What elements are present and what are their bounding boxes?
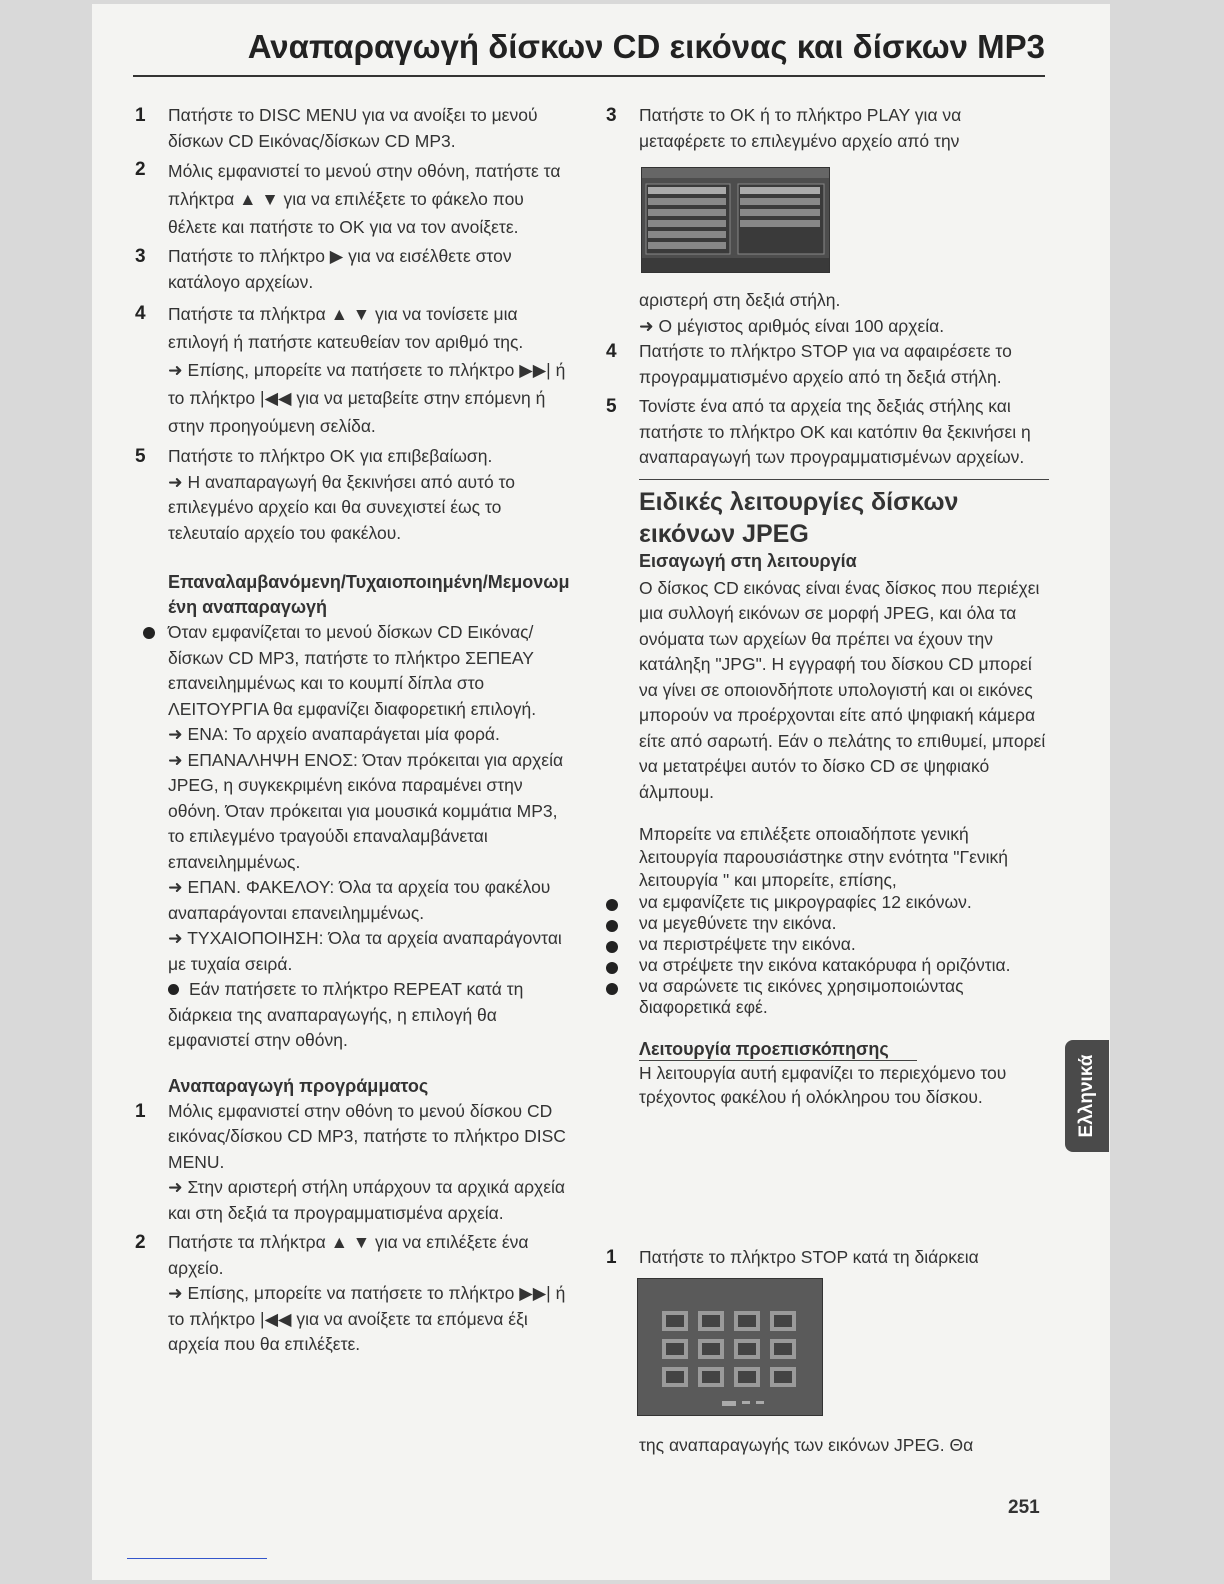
step-text: Πατήστε το πλήκτρο STOP κατά τη διάρκεια [639, 1247, 979, 1267]
step-number: 5 [606, 396, 617, 417]
option-text: ΕΝΑ: Το αρχείο αναπαράγεται μία φορά. [187, 724, 500, 744]
repeat-heading: Επαναλαμβανόμενη/Τυχαιοποιημένη/Μεμονωμένη αναπαραγωγή [168, 572, 570, 617]
program-menu-screenshot [641, 167, 830, 273]
arrow-icon: ➜ [168, 928, 188, 948]
step-text: Πατήστε το πλήκτρο OK για επιβεβαίωση. [168, 446, 493, 466]
preview-heading: Λειτουργία προεπισκόπησης [639, 1038, 917, 1061]
menu-screenshot-image [642, 168, 829, 272]
preview-step-1-cont: της αναπαραγωγής των εικόνων JPEG. Θα [639, 1435, 974, 1455]
option-text: ΕΠΑΝ. ΦΑΚΕΛΟΥ: Όλα τα αρχεία του φακέλου αναπαράγονται επανειλημμένως. [168, 877, 551, 923]
preview-step [606, 1245, 1046, 1271]
repeat-option-3 [135, 875, 575, 926]
step-text: Πατήστε το πλήκτρο ▶ για να εισέλθετε στον κατάλογο αρχείων. [168, 246, 512, 292]
bullet-text: Όταν εμφανίζεται το μενού δίσκων CD Εικόνας/δίσκων CD MP3, πατήστε το πλήκτρο ΣΕΠΕΑΥ επανειλημμένως και το κουμπί δίπλα στο ΛΕΙΤΟΥΡΓΙΑ θα εμφανίζει διαφορετική επιλογή. [168, 622, 537, 719]
step-text: Πατήστε τα πλήκτρα ▲ ▼ για να τονίσετε μια επιλογή ή πατήστε κατευθείαν τον αριθμό της. [168, 304, 524, 352]
repeat-option-4 [135, 926, 575, 977]
language-tab-label: Ελληνικά [1076, 1054, 1097, 1138]
section-rule [639, 479, 1049, 480]
arrow-icon: ➜ [168, 1283, 188, 1303]
title-rule [133, 75, 1045, 77]
note-text: Ο μέγιστος αριθμός είναι 100 αρχεία. [658, 315, 945, 336]
repeat-option-2 [135, 748, 575, 876]
step-number: 1 [135, 1100, 146, 1122]
repeat-bullet [135, 620, 575, 722]
bullet-text: να στρέψετε την εικόνα κατακόρυφα ή οριζόντια. [639, 955, 1011, 975]
bullet-icon [143, 627, 155, 639]
arrow-icon: ➜ [168, 360, 188, 380]
step-1 [135, 103, 575, 154]
note-text: Επίσης, μπορείτε να πατήσετε το πλήκτρο ▶▶| ή το πλήκτρο |◀◀ για να μεταβείτε στην επόμενη ή στην προηγούμενη σελίδα. [168, 360, 566, 436]
program-heading: Αναπαραγωγή προγράμματος [168, 1075, 429, 1096]
feature-bullet-3 [606, 934, 1046, 955]
step-number: 5 [135, 446, 146, 467]
bullet-icon [606, 983, 618, 995]
step-4 [135, 300, 575, 356]
option-text: ΤΥΧΑΙΟΠΟΙΗΣΗ: Όλα τα αρχεία αναπαράγονται με τυχαία σειρά. [168, 928, 562, 974]
bullet-text: να σαρώνετε τις εικόνες χρησιμοποιώντας διαφορετικά εφέ. [639, 976, 964, 1017]
arrow-icon: ➜ [168, 877, 188, 897]
step-number: 4 [606, 341, 617, 362]
option-text: ΕΠΑΝΑΛΗΨΗ ΕΝΟΣ: Όταν πρόκειται για αρχεία JPEG, η συγκεκριμένη εικόνα παραμένει στην οθόνη. Όταν πρόκειται για μουσικά κομμάτια MP3, το επιλεγμένο τραγούδι επαναλαμβάνεται επανειλημμένως. [168, 749, 564, 872]
right-step-3 [606, 103, 1046, 154]
bullet-icon [606, 920, 618, 932]
bullet-icon [606, 962, 618, 974]
right-column [606, 288, 1046, 1109]
repeat-option-1 [135, 722, 575, 748]
bottom-rule [127, 1558, 267, 1559]
step-4-note [135, 356, 575, 440]
step-number: 1 [135, 105, 146, 126]
feature-bullet-1 [606, 892, 1046, 913]
right-step-3-cont: αριστερή στη δεξιά στήλη. [639, 290, 841, 310]
step-2 [135, 157, 575, 241]
step-5 [135, 444, 575, 470]
step-number: 2 [135, 1232, 146, 1253]
language-tab [1065, 1040, 1109, 1152]
repeat-note [135, 977, 575, 1054]
thumbnail-screenshot [637, 1278, 823, 1416]
step-3 [135, 244, 575, 295]
bullet-text: να εμφανίζετε τις μικρογραφίες 12 εικόνων. [639, 892, 972, 912]
step-text: Πατήστε τα πλήκτρα ▲ ▼ για να επιλέξετε ένα αρχείο. [168, 1232, 529, 1278]
page-title: Αναπαραγωγή δίσκων CD εικόνας και δίσκων MP3 [247, 28, 1045, 65]
note-text: Εάν πατήσετε το πλήκτρο REPEAT κατά τη διάρκεια της αναπαραγωγής, η επιλογή θα εμφανιστεί στην οθόνη. [168, 979, 524, 1050]
bullet-text: να περιστρέψετε την εικόνα. [639, 934, 856, 954]
step-number: 4 [135, 303, 146, 324]
intro-text-2: Μπορείτε να επιλέξετε οποιαδήποτε γενική λειτουργία παρουσιάστηκε στην ενότητα "Γενική λειτουργία " και μπορείτε, επίσης, [639, 824, 1009, 890]
bullet-icon [168, 984, 179, 995]
step-text: Πατήστε το OK ή το πλήκτρο PLAY για να μεταφέρετε το επιλεγμένο αρχείο από την [639, 105, 962, 151]
preview-text: Η λειτουργία αυτή εμφανίζει το περιεχόμενο του τρέχοντος φακέλου ή ολόκληρου του δίσκου. [639, 1063, 1007, 1107]
bullet-text: να μεγεθύνετε την εικόνα. [639, 913, 837, 933]
right-step-3-note [606, 314, 1046, 340]
feature-bullet-5 [606, 976, 1046, 1018]
arrow-icon: ➜ [639, 315, 659, 336]
step-text: Μόλις εμφανιστεί στην οθόνη το μενού δίσκου CD εικόνας/δίσκου CD MP3, πατήστε το πλήκτρο DISC MENU. [168, 1100, 566, 1172]
arrow-icon: ➜ [168, 1177, 188, 1197]
program-step-2 [135, 1230, 575, 1281]
step-text: Μόλις εμφανιστεί το μενού στην οθόνη, πατήστε τα πλήκτρα ▲ ▼ για να επιλέξετε το φάκελο που θέλετε και πατήστε το OK για να τον ανοίξετε. [168, 161, 561, 237]
step-number: 2 [135, 159, 146, 180]
feature-bullet-4 [606, 955, 1046, 976]
step-text: Τονίστε ένα από τα αρχεία της δεξιάς στήλης και πατήστε το πλήκτρο OK και κατόπιν θα ξεκινήσει η αναπαραγωγή των προγραμματισμένων αρχείων. [639, 396, 1031, 467]
feature-bullet-2 [606, 913, 1046, 934]
right-step-5 [606, 394, 1046, 471]
step-number: 3 [606, 105, 617, 126]
arrow-icon: ➜ [168, 724, 188, 744]
program-step-2-note [135, 1281, 575, 1358]
bullet-icon [606, 899, 618, 911]
step-text: Πατήστε το πλήκτρο STOP για να αφαιρέσετε το προγραμματισμένο αρχείο από τη δεξιά στήλη. [639, 341, 1012, 387]
right-step-4 [606, 339, 1046, 390]
section-title: Ειδικές λειτουργίες δίσκων εικόνων JPEG [639, 487, 959, 548]
step-5-note [135, 470, 575, 547]
bullet-icon [606, 941, 618, 953]
right-column-top [606, 103, 1046, 154]
step-number: 1 [606, 1247, 617, 1268]
step-text: Πατήστε το DISC MENU για να ανοίξει το μενού δίσκων CD Εικόνας/δίσκων CD MP3. [168, 105, 538, 151]
page-number: 251 [1008, 1497, 1040, 1518]
left-column [135, 103, 575, 1358]
preview-step-1 [606, 1245, 1046, 1271]
note-text: Επίσης, μπορείτε να πατήσετε το πλήκτρο ▶▶| ή το πλήκτρο |◀◀ για να ανοίξετε τα επόμενα έξι αρχεία που θα επιλέξετε. [168, 1283, 566, 1354]
program-step-1-note [135, 1175, 575, 1226]
arrow-icon: ➜ [168, 749, 188, 770]
step-number: 3 [135, 246, 146, 267]
arrow-icon: ➜ [168, 471, 188, 492]
preview-step-cont [606, 1433, 1046, 1459]
note-text: Η αναπαραγωγή θα ξεκινήσει από αυτό το επιλεγμένο αρχείο και θα συνεχιστεί έως το τελευταίο αρχείο του φακέλου. [168, 471, 515, 543]
thumbnail-grid-image [638, 1279, 822, 1415]
section-subtitle: Εισαγωγή στη λειτουργία [639, 550, 857, 571]
note-text: Στην αριστερή στήλη υπάρχουν τα αρχικά αρχεία και στη δεξιά τα προγραμματισμένα αρχεία. [168, 1177, 566, 1223]
program-step-1 [135, 1099, 575, 1176]
intro-text: Ο δίσκος CD εικόνας είναι ένας δίσκος που περιέχει μια συλλογή εικόνων σε μορφή JPEG, και όλα τα ονόματα των αρχείων θα πρέπει να έχουν την κατάληξη "JPG". Η εγγραφή του δίσκου CD μπορεί να γίνει σε οποιονδήποτε υπολογιστή και οι εικόνες μπορούν να προέρχονται είτε από ψηφιακή κάμερα είτε από σαρωτή. Εάν ο πελάτης το επιθυμεί, μπορεί να μετατρέψει αυτόν το δίσκο CD σε ψηφιακό άλμπουμ. [639, 577, 1046, 802]
